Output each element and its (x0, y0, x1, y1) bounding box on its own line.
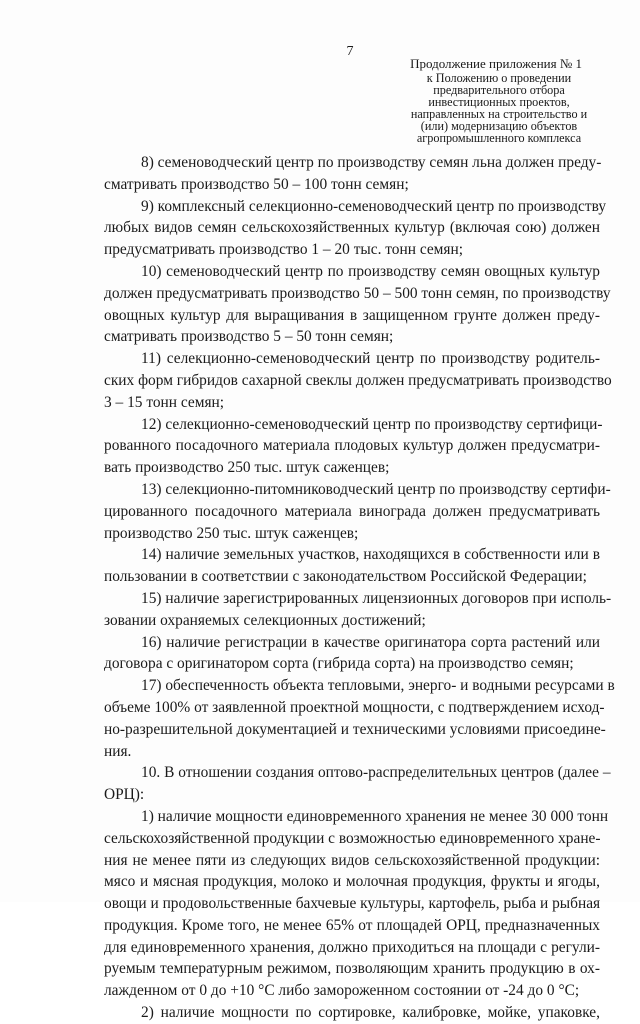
text-line: объеме 100% от заявленной проектной мощности, с подтверждением исход- (104, 698, 605, 716)
paragraph (104, 544, 600, 588)
text-line: договора с оригинатором сорта (гибрида сорта) на производство семян; (104, 655, 574, 673)
text-line: 1) наличие мощности единовременного хранения не менее 30 000 тонн (141, 807, 609, 825)
text-line: производство 250 тыс. штук саженцев; (104, 524, 359, 542)
paragraph (104, 152, 600, 196)
document-body (104, 152, 615, 1024)
text-line: ния. (104, 742, 132, 760)
text-line: 8) семеноводческий центр по производству семян льна должен преду- (141, 154, 602, 171)
text-line: должен предусматривать производство 50 – 500 тонн семян, по производству (104, 284, 611, 302)
appendix-title: Продолжение приложения № 1 (410, 56, 582, 71)
text-line: овощных культур для выращивания в защищенном грунте должен преду- (104, 306, 600, 324)
text-line: лажденном от 0 до +10 °С либо замороженном состоянии от -24 до 0 °С; (104, 982, 580, 1000)
page-number: 7 (346, 44, 354, 59)
text-line: предусматривать производство 1 – 20 тыс. тонн семян; (104, 241, 464, 259)
appendix-subtitle-line: инвестиционных проектов, (428, 95, 570, 109)
paragraph (104, 806, 609, 1002)
text-line: для единовременного хранения, должно приходиться на площади с регули- (104, 938, 600, 956)
paragraph (104, 348, 612, 413)
text-line: сельскохозяйственной продукции с возможностью единовременного хране- (104, 829, 601, 847)
text-line: ОРЦ): (104, 786, 145, 804)
text-line: 13) селекционно-питомниководческий центр по производству сертифи- (141, 480, 611, 498)
paragraph (104, 196, 607, 261)
text-line: 16) наличие регистрации в качестве оригинатора сорта растений или (141, 633, 600, 651)
text-line: руемым температурным режимом, позволяющим хранить продукцию в ох- (104, 960, 600, 978)
text-line: но-разрешительной документацией и техническими условиями присоедине- (104, 720, 606, 738)
appendix-subtitle-line: направленных на строительство и (410, 107, 588, 121)
text-line: вать производство 250 тыс. штук саженцев; (104, 459, 390, 477)
paragraph (104, 1002, 600, 1024)
paragraph (104, 414, 603, 479)
text-line: цированного посадочного материала винограда должен предусматривать (104, 502, 600, 520)
text-line: ния не менее пяти из следующих видов сельскохозяйственной продукции: (104, 851, 600, 869)
text-line: 3 – 15 тонн семян; (104, 393, 225, 411)
text-line: 9) комплексный селекционно-семеноводческий центр по производству (141, 197, 607, 215)
appendix-subtitle-line: (или) модернизацию объектов (420, 119, 578, 133)
paragraph (104, 588, 612, 632)
paragraph (104, 479, 611, 544)
text-line: сматривать производство 50 – 100 тонн семян; (104, 175, 409, 193)
paragraph (104, 675, 615, 762)
text-line: 12) селекционно-семеноводческий центр по производству сертифици- (141, 415, 603, 433)
text-line: рованного посадочного материала плодовых культур должен предусматри- (104, 437, 600, 455)
text-line: зовании охраняемых селекционных достижений; (104, 611, 426, 629)
text-line: овощи и продовольственные бахчевые культуры, картофель, рыба и рыбная (104, 895, 601, 913)
paragraph (104, 762, 611, 806)
paragraph (104, 632, 600, 676)
text-line: 10) семеноводческий центр по производству семян овощных культур (141, 262, 600, 280)
text-line: 11) селекционно-семеноводческий центр по производству родитель- (141, 350, 600, 368)
appendix-subtitle-line: предварительного отбора (433, 83, 565, 97)
appendix-subtitle-line: агропромышленного комплекса (416, 131, 582, 145)
text-line: 14) наличие земельных участков, находящихся в собственности или в (141, 546, 600, 564)
text-line: сматривать производство 5 – 50 тонн семян; (104, 328, 394, 346)
paragraph (104, 261, 611, 348)
appendix-subtitle-line: к Положению о проведении (426, 71, 572, 85)
text-line: 17) обеспеченность объекта тепловыми, энерго- и водными ресурсами в (141, 677, 615, 695)
text-line: любых видов семян сельскохозяйственных культур (включая сою) должен (104, 219, 600, 237)
text-line: 15) наличие зарегистрированных лицензионных договоров при исполь- (141, 589, 612, 607)
text-line: 10. В отношении создания оптово-распределительных центров (далее – (141, 764, 611, 782)
text-line: 2) наличие мощности по сортировке, калибровке, мойке, упаковке, (141, 1004, 600, 1022)
text-line: мясо и мясная продукция, молоко и молочная продукция, фрукты и ягоды, (104, 873, 600, 891)
appendix-subtitle (404, 72, 594, 144)
text-line: пользовании в соответствии с законодательством Российской Федерации; (104, 568, 587, 586)
text-line: продукция. Кроме того, не менее 65% от площадей ОРЦ, предназначенных (104, 916, 600, 934)
text-line: ских форм гибридов сахарной свеклы должен предусматривать производство (104, 371, 612, 389)
